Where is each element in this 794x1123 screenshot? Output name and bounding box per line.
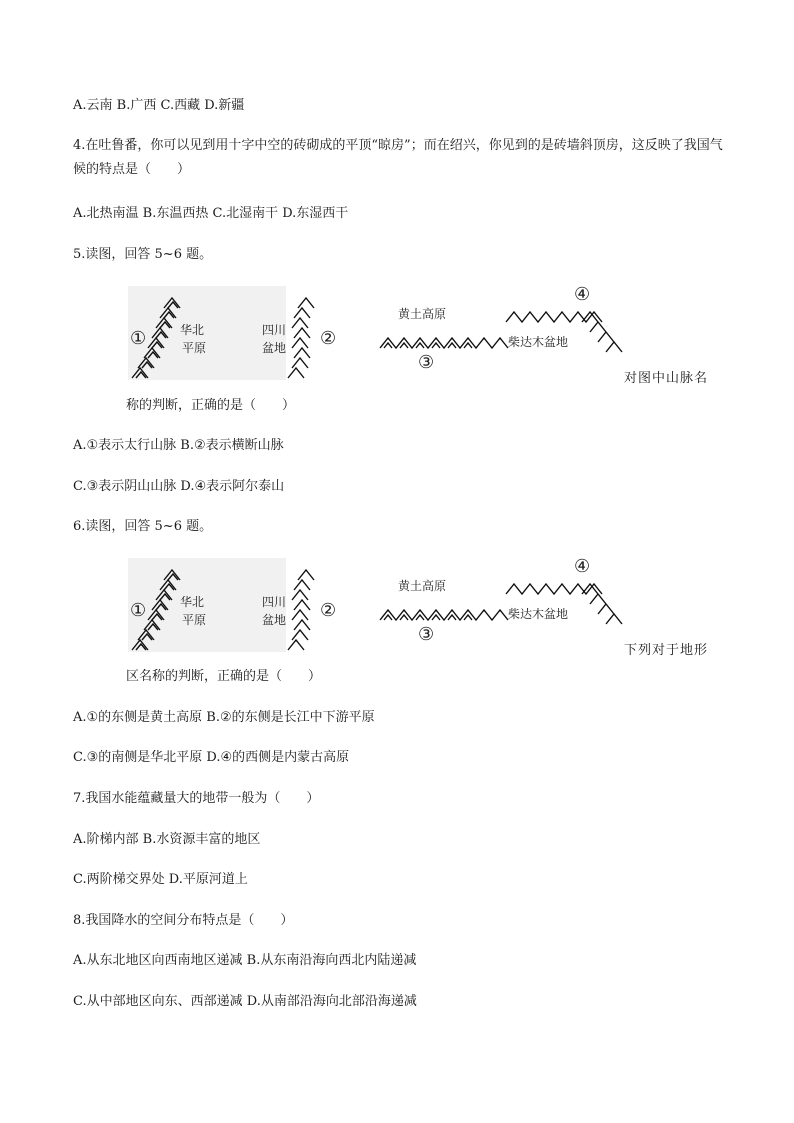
q6-options-cd: C.③的南侧是华北平原 D.④的西侧是内蒙古高原 <box>73 750 350 765</box>
q8-options-ab: A.从东北地区向西南地区递减 B.从东南沿海向西北内陆递减 <box>73 953 417 968</box>
q7-options-cd: C.两阶梯交界处 D.平原河道上 <box>73 872 248 887</box>
figure2-label-qaidam: 柴达木盆地 <box>508 607 569 621</box>
figure-marker-4: ④ <box>574 284 591 305</box>
q6-tail: 下列对于地形 <box>624 643 709 658</box>
q5-options-cd: C.③表示阴山山脉 D.④表示阿尔泰山 <box>73 479 285 494</box>
figure-marker-1: ① <box>130 328 147 349</box>
q8-stem: 8.我国降水的空间分布特点是（ ） <box>73 913 294 928</box>
figure-label-sichuan-2: 盆地 <box>262 341 287 355</box>
figure2-label-loess: 黄土高原 <box>398 579 447 593</box>
figure2-marker-3: ③ <box>418 624 435 645</box>
mountain-figure-q5 <box>128 282 628 382</box>
figure-label-huabei-2: 平原 <box>182 341 207 355</box>
q5-tail: 对图中山脉名 <box>624 371 709 386</box>
q4-options: A.北热南温 B.东温西热 C.北湿南干 D.东湿西干 <box>73 206 349 221</box>
q5-stem: 5.读图，回答 5~6 题。 <box>73 247 213 262</box>
q4-stem: 4.在吐鲁番，你可以见到用十字中空的砖砌成的平顶“晾房”；而在绍兴，你见到的是砖墙斜顶房，这反映了我国气候的特点是（ ） <box>73 138 723 177</box>
mountain-range-3-icon <box>380 338 508 348</box>
mountain-range-2b-icon <box>288 570 314 650</box>
figure-label-loess: 黄土高原 <box>398 307 447 321</box>
figure-label-qaidam: 柴达木盆地 <box>508 335 569 349</box>
figure2-marker-4: ④ <box>574 556 591 577</box>
figure-label-huabei-1: 华北 <box>180 323 205 337</box>
q3-options: A.云南 B.广西 C.西藏 D.新疆 <box>73 98 245 113</box>
figure-marker-2: ② <box>320 328 337 349</box>
q5-continuation: 称的判断，正确的是（ ） <box>126 398 296 413</box>
q8-options-cd: C.从中部地区向东、西部递减 D.从南部沿海向北部沿海递减 <box>73 994 417 1009</box>
figure2-label-huabei-1: 华北 <box>180 595 205 609</box>
q5-options-ab: A.①表示太行山脉 B.②表示横断山脉 <box>73 438 284 453</box>
mountain-range-3b-icon <box>380 610 508 620</box>
figure2-label-sichuan-2: 盆地 <box>262 613 287 627</box>
mountain-figure-q6 <box>128 554 628 654</box>
q7-options-ab: A.阶梯内部 B.水资源丰富的地区 <box>73 832 261 847</box>
q6-options-ab: A.①的东侧是黄土高原 B.②的东侧是长江中下游平原 <box>73 710 375 725</box>
mountain-range-2-icon <box>288 298 314 378</box>
figure-marker-3: ③ <box>418 352 435 373</box>
figure2-label-sichuan-1: 四川 <box>262 595 287 609</box>
figure2-marker-1: ① <box>130 600 147 621</box>
q7-stem: 7.我国水能蕴藏量大的地带一般为（ ） <box>73 791 320 806</box>
figure2-label-huabei-2: 平原 <box>182 613 207 627</box>
figure-label-sichuan-1: 四川 <box>262 323 287 337</box>
q6-stem: 6.读图，回答 5~6 题。 <box>73 519 213 534</box>
figure2-marker-2: ② <box>320 600 337 621</box>
q6-continuation: 区名称的判断，正确的是（ ） <box>126 669 322 684</box>
